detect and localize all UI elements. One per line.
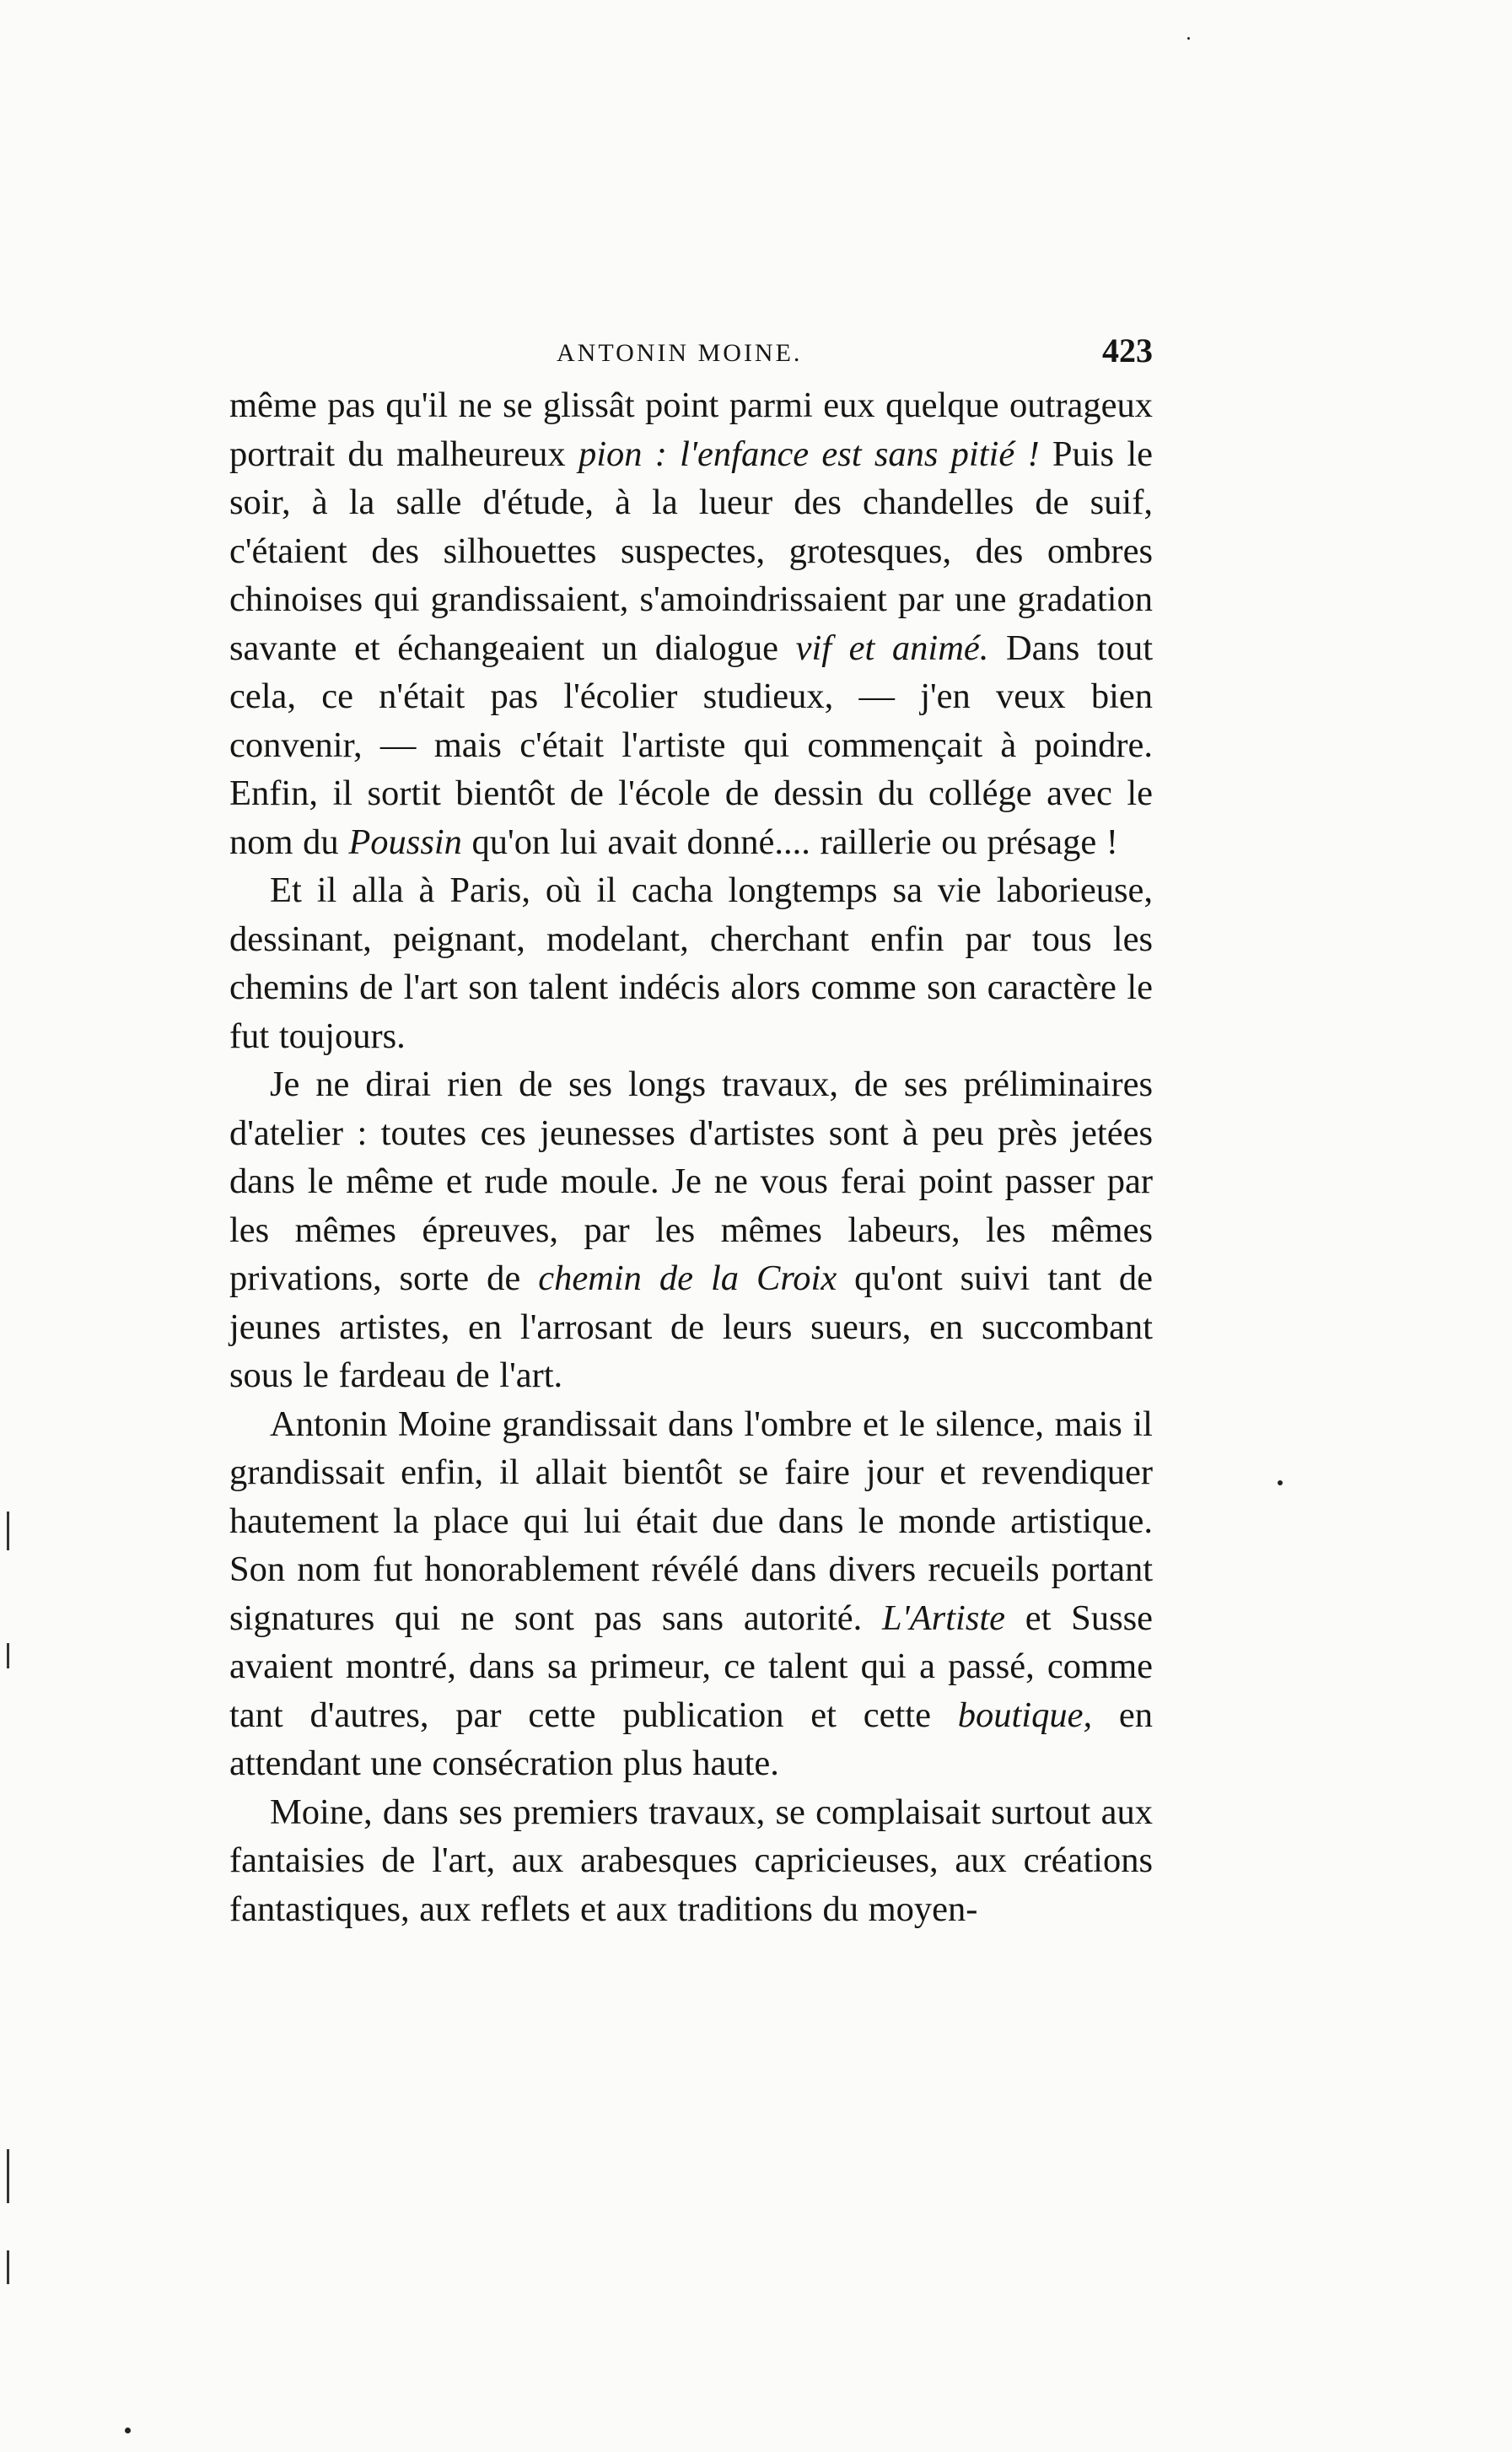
- scan-margin-mark: [7, 2149, 9, 2203]
- running-head: [229, 331, 1153, 381]
- italic-run: pion : l'enfance est sans pitié !: [578, 434, 1040, 474]
- paragraph-4: [229, 1400, 1153, 1788]
- scan-speck: [1278, 1480, 1283, 1485]
- italic-run: Poussin: [348, 822, 462, 862]
- text-run: qu'ont suivi tant de jeunes artistes, en l'arrosant de leurs sueurs, en succombant sous le fardeau de l'art.: [229, 1258, 1153, 1395]
- italic-run: chemin de la Croix: [538, 1258, 837, 1298]
- paragraph-3: [229, 1060, 1153, 1400]
- text-run: Dans tout cela, ce n'était pas l'écolier studieux, — j'en veux bien convenir, — mais c'était l'artiste qui commençait à poindre. Enfin, il sortit bientôt de l'école de dessin du collége avec le nom du: [229, 628, 1154, 862]
- text-run: Et il alla à Paris, où il cacha longtemps sa vie laborieuse, dessinant, peignant, modelant, cherchant enfin par tous les chemins de l'art son talent indécis alors comme son caractère le fut toujours.: [229, 870, 1153, 1056]
- italic-run: boutique,: [957, 1695, 1093, 1735]
- text-run: en attendant une consécration plus haute.: [229, 1695, 1153, 1783]
- italic-run: L'Artiste: [881, 1598, 1006, 1638]
- body-text: [229, 381, 1153, 1933]
- italic-run: vif et animé.: [795, 628, 989, 668]
- text-run: Moine, dans ses premiers travaux, se complaisait surtout aux fantaisies de l'art, aux arabesques capricieuses, aux créations fantastiques, aux reflets et aux traditions du moyen-: [229, 1792, 1153, 1929]
- scan-margin-mark: [7, 2250, 9, 2284]
- paragraph-2: [229, 866, 1153, 1060]
- paragraph-5: [229, 1788, 1153, 1934]
- page-number: 423: [1102, 331, 1153, 369]
- scan-margin-mark: [7, 1643, 9, 1668]
- text-run: Je ne dirai rien de ses longs travaux, de ses préliminaires d'atelier : toutes ces jeunesses d'artistes sont à peu près jetées dans le même et rude moule. Je ne vous ferai point passer par les mêmes épreuves, par les mêmes labeurs, les mêmes privations, sorte de: [229, 1064, 1153, 1298]
- running-title: ANTONIN MOINE.: [557, 339, 803, 367]
- text-run: et Susse avaient montré, dans sa primeur, ce talent qui a passé, comme tant d'autres, par cette publication et cette: [229, 1598, 1154, 1735]
- scan-speck: [1187, 37, 1190, 40]
- text-run: Antonin Moine grandissait dans l'ombre et le silence, mais il grandissait enfin, il allait bientôt se faire jour et revendiquer hautement la place qui lui était due dans le monde artistique. Son nom fut honorablement révélé dans divers recueils portant signatures qui ne sont pas sans autorité.: [229, 1404, 1153, 1638]
- text-run: même pas qu'il ne se glissât point parmi eux quelque outrageux portrait du malheureux: [229, 385, 1153, 474]
- paragraph-1: [229, 381, 1153, 866]
- text-run: qu'on lui avait donné.... raillerie ou présage !: [461, 822, 1118, 862]
- scan-speck: [125, 2428, 131, 2433]
- text-run: Puis le soir, à la salle d'étude, à la lueur des chandelles de suif, c'étaient des silhouettes suspectes, grotesques, des ombres chinoises qui grandissaient, s'amoindrissaient par une gradation savante et échangeaient un dialogue: [229, 434, 1154, 668]
- scan-margin-mark: [7, 1512, 9, 1550]
